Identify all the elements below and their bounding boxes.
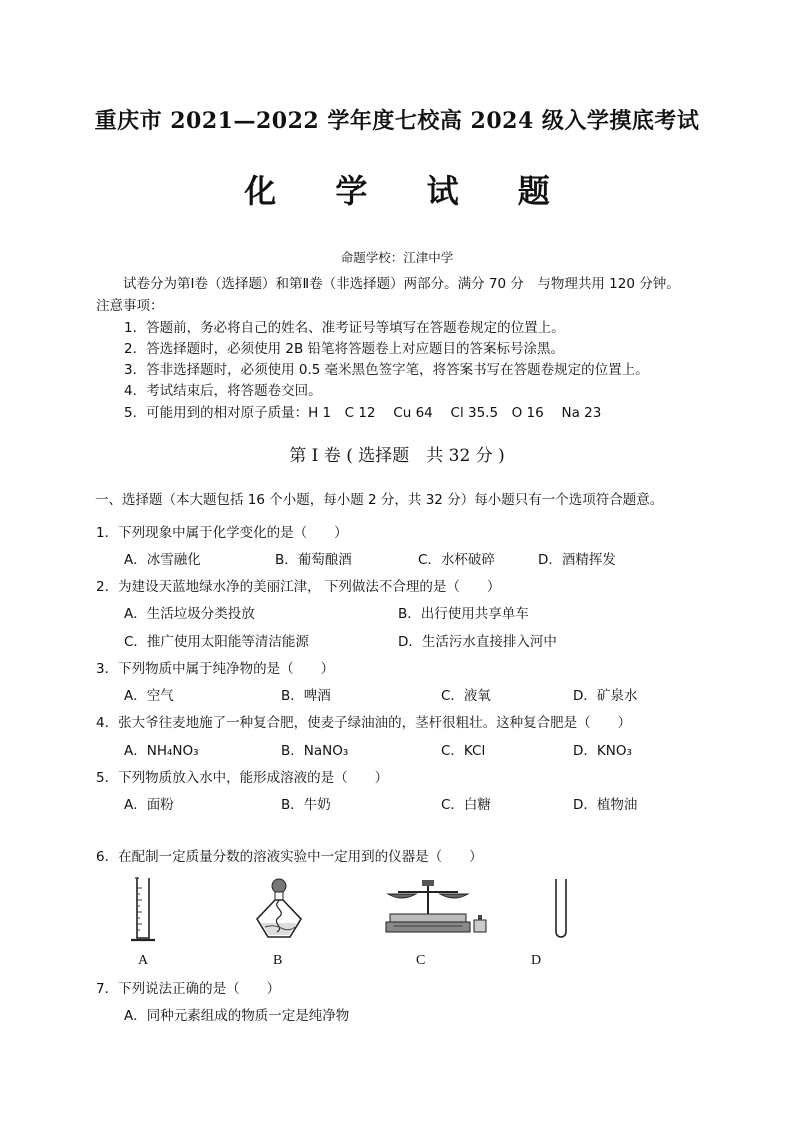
option: D．生活污水直接排入河中 (398, 634, 557, 650)
option: B．牛奶 (281, 797, 331, 813)
exam-title: 重庆市 2021—2022 学年度七校高 2024 级入学摸底考试 (94, 108, 700, 134)
exam-intro: 试卷分为第Ⅰ卷（选择题）和第Ⅱ卷（非选择题）两部分。满分 70 分 与物理共用 120 分钟。 (123, 276, 680, 292)
option: B．出行使用共享单车 (398, 606, 529, 622)
option: C．液氧 (441, 688, 491, 704)
figure-label: D (531, 953, 542, 968)
question-stem: 4．张大爷往麦地施了一种复合肥，使麦子绿油油的，茎杆很粗壮。这种复合肥是（ ） (96, 715, 632, 731)
notice-item: 2．答选择题时，必须使用 2B 铅笔将答题卷上对应题目的答案标号涂黑。 (124, 341, 565, 357)
option: A．面粉 (124, 797, 174, 813)
test-tube-icon (553, 877, 569, 941)
option: C．水杯破碎 (418, 552, 495, 568)
section-instruction: 一、选择题（本大题包括 16 个小题，每小题 2 分，共 32 分）每小题只有一个选项符合题意。 (95, 492, 664, 508)
figure-label: C (416, 953, 426, 968)
separatory-flask-figure (251, 877, 307, 939)
notice-item: 5．可能用到的相对原子质量：H 1 C 12 Cu 64 Cl 35.5 O 16 Na 23 (124, 405, 602, 421)
balance-scale-icon (384, 878, 494, 940)
section-title: 第 I 卷 ( 选择题 共 32 分 ) (289, 446, 505, 466)
graduated-cylinder-icon (125, 876, 161, 944)
option: A．空气 (124, 688, 174, 704)
notice-item: 3．答非选择题时，必须使用 0.5 毫米黑色签字笔，将答案书写在答题卷规定的位置上。 (124, 362, 649, 378)
option: C．推广使用太阳能等清洁能源 (124, 634, 309, 650)
test-tube-figure (553, 877, 569, 941)
option: C．白糖 (441, 797, 491, 813)
flask-icon (251, 877, 307, 939)
question-stem: 3．下列物质中属于纯净物的是（ ） (96, 661, 335, 677)
figure-label: A (138, 953, 149, 968)
notice-item: 1．答题前，务必将自己的姓名、准考证号等填写在答题卷规定的位置上。 (124, 320, 565, 336)
option: B．啤酒 (281, 688, 331, 704)
question-stem: 5．下列物质放入水中，能形成溶液的是（ ） (96, 770, 389, 786)
notice-heading: 注意事项： (96, 298, 164, 314)
question-stem: 7．下列说法正确的是（ ） (96, 981, 281, 997)
option: A．生活垃圾分类投放 (124, 606, 255, 622)
option: B．葡萄酿酒 (275, 552, 352, 568)
option: B．NaNO₃ (281, 743, 349, 759)
option: A．同种元素组成的物质一定是纯净物 (124, 1008, 350, 1024)
option: D．KNO₃ (573, 743, 632, 759)
notice-item: 4．考试结束后，将答题卷交回。 (124, 383, 322, 399)
option: D．酒精挥发 (538, 552, 616, 568)
question-stem: 2．为建设天蓝地绿水净的美丽江津， 下列做法不合理的是（ ） (96, 579, 501, 595)
option: A．冰雪融化 (124, 552, 201, 568)
school-line: 命题学校：江津中学 (340, 250, 454, 265)
balance-figure (384, 878, 494, 940)
question-stem: 6．在配制一定质量分数的溶液实验中一定用到的仪器是（ ） (96, 849, 483, 865)
graduated-cylinder-figure (125, 876, 161, 944)
figure-label: B (273, 953, 283, 968)
option: D．植物油 (573, 797, 638, 813)
question-stem: 1．下列现象中属于化学变化的是（ ） (96, 525, 348, 541)
option: C．KCl (441, 743, 486, 759)
option: A．NH₄NO₃ (124, 743, 199, 759)
option: D．矿泉水 (573, 688, 638, 704)
subject-title: 化 学 试 题 (244, 172, 574, 210)
